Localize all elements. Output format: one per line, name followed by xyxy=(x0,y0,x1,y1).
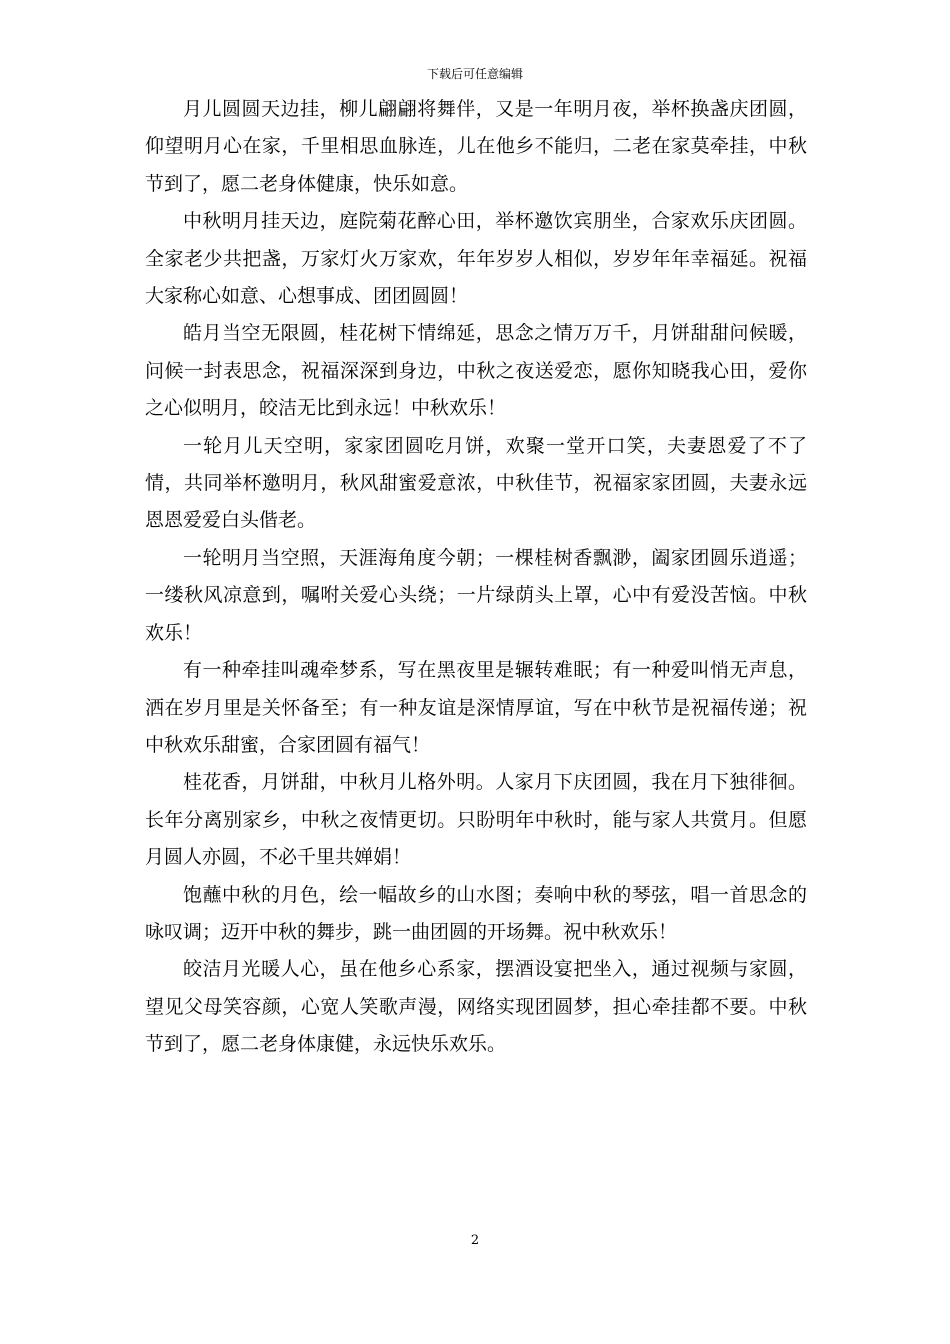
paragraph-1: 月儿圆圆天边挂，柳儿翩翩将舞伴，又是一年明月夜，举杯换盏庆团圆，仰望明月心在家，千里相思血脉连，儿在他乡不能归，二老在家莫牵挂，中秋节到了，愿二老身体健康，快乐如意。 xyxy=(145,98,807,195)
paragraph-4: 一轮月儿天空明，家家团圆吃月饼，欢聚一堂开口笑，夫妻恩爱了不了情，共同举杯邀明月，秋风甜蜜爱意浓，中秋佳节，祝福家家团圆，夫妻永远恩恩爱爱白头偕老。 xyxy=(145,434,807,532)
document-body xyxy=(145,91,807,1064)
paragraph-7: 桂花香，月饼甜，中秋月儿格外明。人家月下庆团圆，我在月下独徘徊。长年分离别家乡，中秋之夜情更切。只盼明年中秋时，能与家人共赏月。但愿月圆人亦圆，不必千里共婵娟！ xyxy=(145,771,807,869)
paragraph-5: 一轮明月当空照，天涯海角度今朝；一棵桂树香飘渺，阖家团圆乐逍遥；一缕秋风凉意到，嘱咐关爱心头绕；一片绿荫头上罩，心中有爱没苦恼。中秋欢乐！ xyxy=(145,546,807,644)
paragraph-6: 有一种牵挂叫魂牵梦系，写在黑夜里是辗转难眠；有一种爱叫悄无声息，洒在岁月里是关怀备至；有一种友谊是深情厚谊，写在中秋节是祝福传递；祝中秋欢乐甜蜜，合家团圆有福气！ xyxy=(145,659,807,756)
page-number: 2 xyxy=(470,1233,480,1248)
paragraph-8: 饱蘸中秋的月色，绘一幅故乡的山水图；奏响中秋的琴弦，唱一首思念的咏叹调；迈开中秋的舞步，跳一曲团圆的开场舞。祝中秋欢乐！ xyxy=(145,883,807,943)
paragraph-2: 中秋明月挂天边，庭院菊花醉心田，举杯邀饮宾朋坐，合家欢乐庆团圆。全家老少共把盏，万家灯火万家欢，年年岁岁人相似，岁岁年年幸福延。祝福大家称心如意、心想事成、团团圆圆！ xyxy=(145,210,807,308)
paragraph-9: 皎洁月光暖人心，虽在他乡心系家，摆酒设宴把坐入，通过视频与家圆，望见父母笑容颜，心宽人笑歌声漫，网络实现团圆梦，担心牵挂都不要。中秋节到了，愿二老身体康健，永远快乐欢乐。 xyxy=(145,958,807,1056)
page-header: 下载后可任意编辑 xyxy=(426,67,523,81)
paragraph-3: 皓月当空无限圆，桂花树下情绵延，思念之情万万千，月饼甜甜问候暖，问候一封表思念，祝福深深到身边，中秋之夜送爱恋，愿你知晓我心田，爱你之心似明月，皎洁无比到永远！中秋欢乐！ xyxy=(145,322,807,420)
